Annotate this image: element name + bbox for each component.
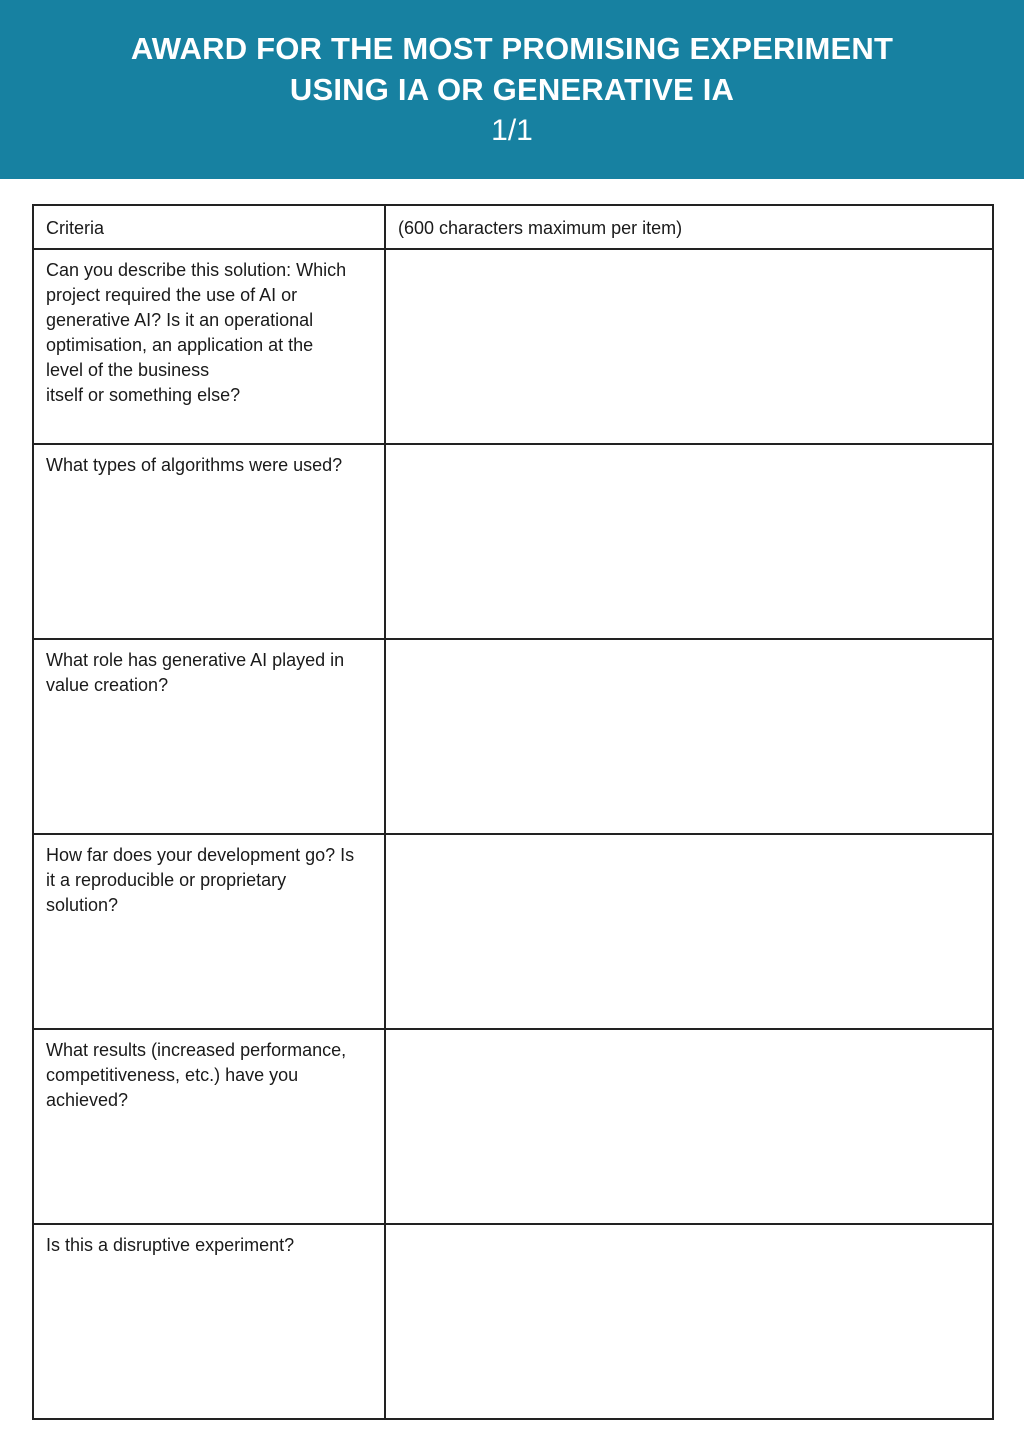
question-cell: What results (increased performance, competitiveness, etc.) have you achieved? bbox=[33, 1029, 385, 1224]
page-indicator: 1/1 bbox=[491, 114, 533, 147]
table-row bbox=[33, 1224, 993, 1419]
question-cell: What types of algorithms were used? bbox=[33, 444, 385, 639]
table-row bbox=[33, 249, 993, 444]
answer-cell[interactable] bbox=[385, 1029, 993, 1224]
answer-cell[interactable] bbox=[385, 834, 993, 1029]
page-title-line-2: USING IA OR GENERATIVE IA bbox=[289, 72, 735, 107]
answer-cell[interactable] bbox=[385, 444, 993, 639]
page-title-line-1: AWARD FOR THE MOST PROMISING EXPERIMENT bbox=[130, 31, 894, 66]
answer-cell[interactable] bbox=[385, 249, 993, 444]
table-row bbox=[33, 639, 993, 834]
table-row bbox=[33, 444, 993, 639]
question-cell: Can you describe this solution: Which project required the use of AI or generative AI? Is it an operational optimisation, an application at the level of the business itself or something else? bbox=[33, 249, 385, 444]
question-cell: What role has generative AI played in value creation? bbox=[33, 639, 385, 834]
question-cell: Is this a disruptive experiment? bbox=[33, 1224, 385, 1419]
table-row bbox=[33, 834, 993, 1029]
header-banner bbox=[0, 0, 1024, 179]
question-cell: How far does your development go? Is it a reproducible or proprietary solution? bbox=[33, 834, 385, 1029]
criteria-header: Criteria bbox=[33, 205, 385, 249]
table-header-row bbox=[33, 205, 993, 249]
criteria-table bbox=[32, 204, 994, 1420]
limit-note-header: (600 characters maximum per item) bbox=[385, 205, 993, 249]
table-row bbox=[33, 1029, 993, 1224]
answer-cell[interactable] bbox=[385, 1224, 993, 1419]
answer-cell[interactable] bbox=[385, 639, 993, 834]
